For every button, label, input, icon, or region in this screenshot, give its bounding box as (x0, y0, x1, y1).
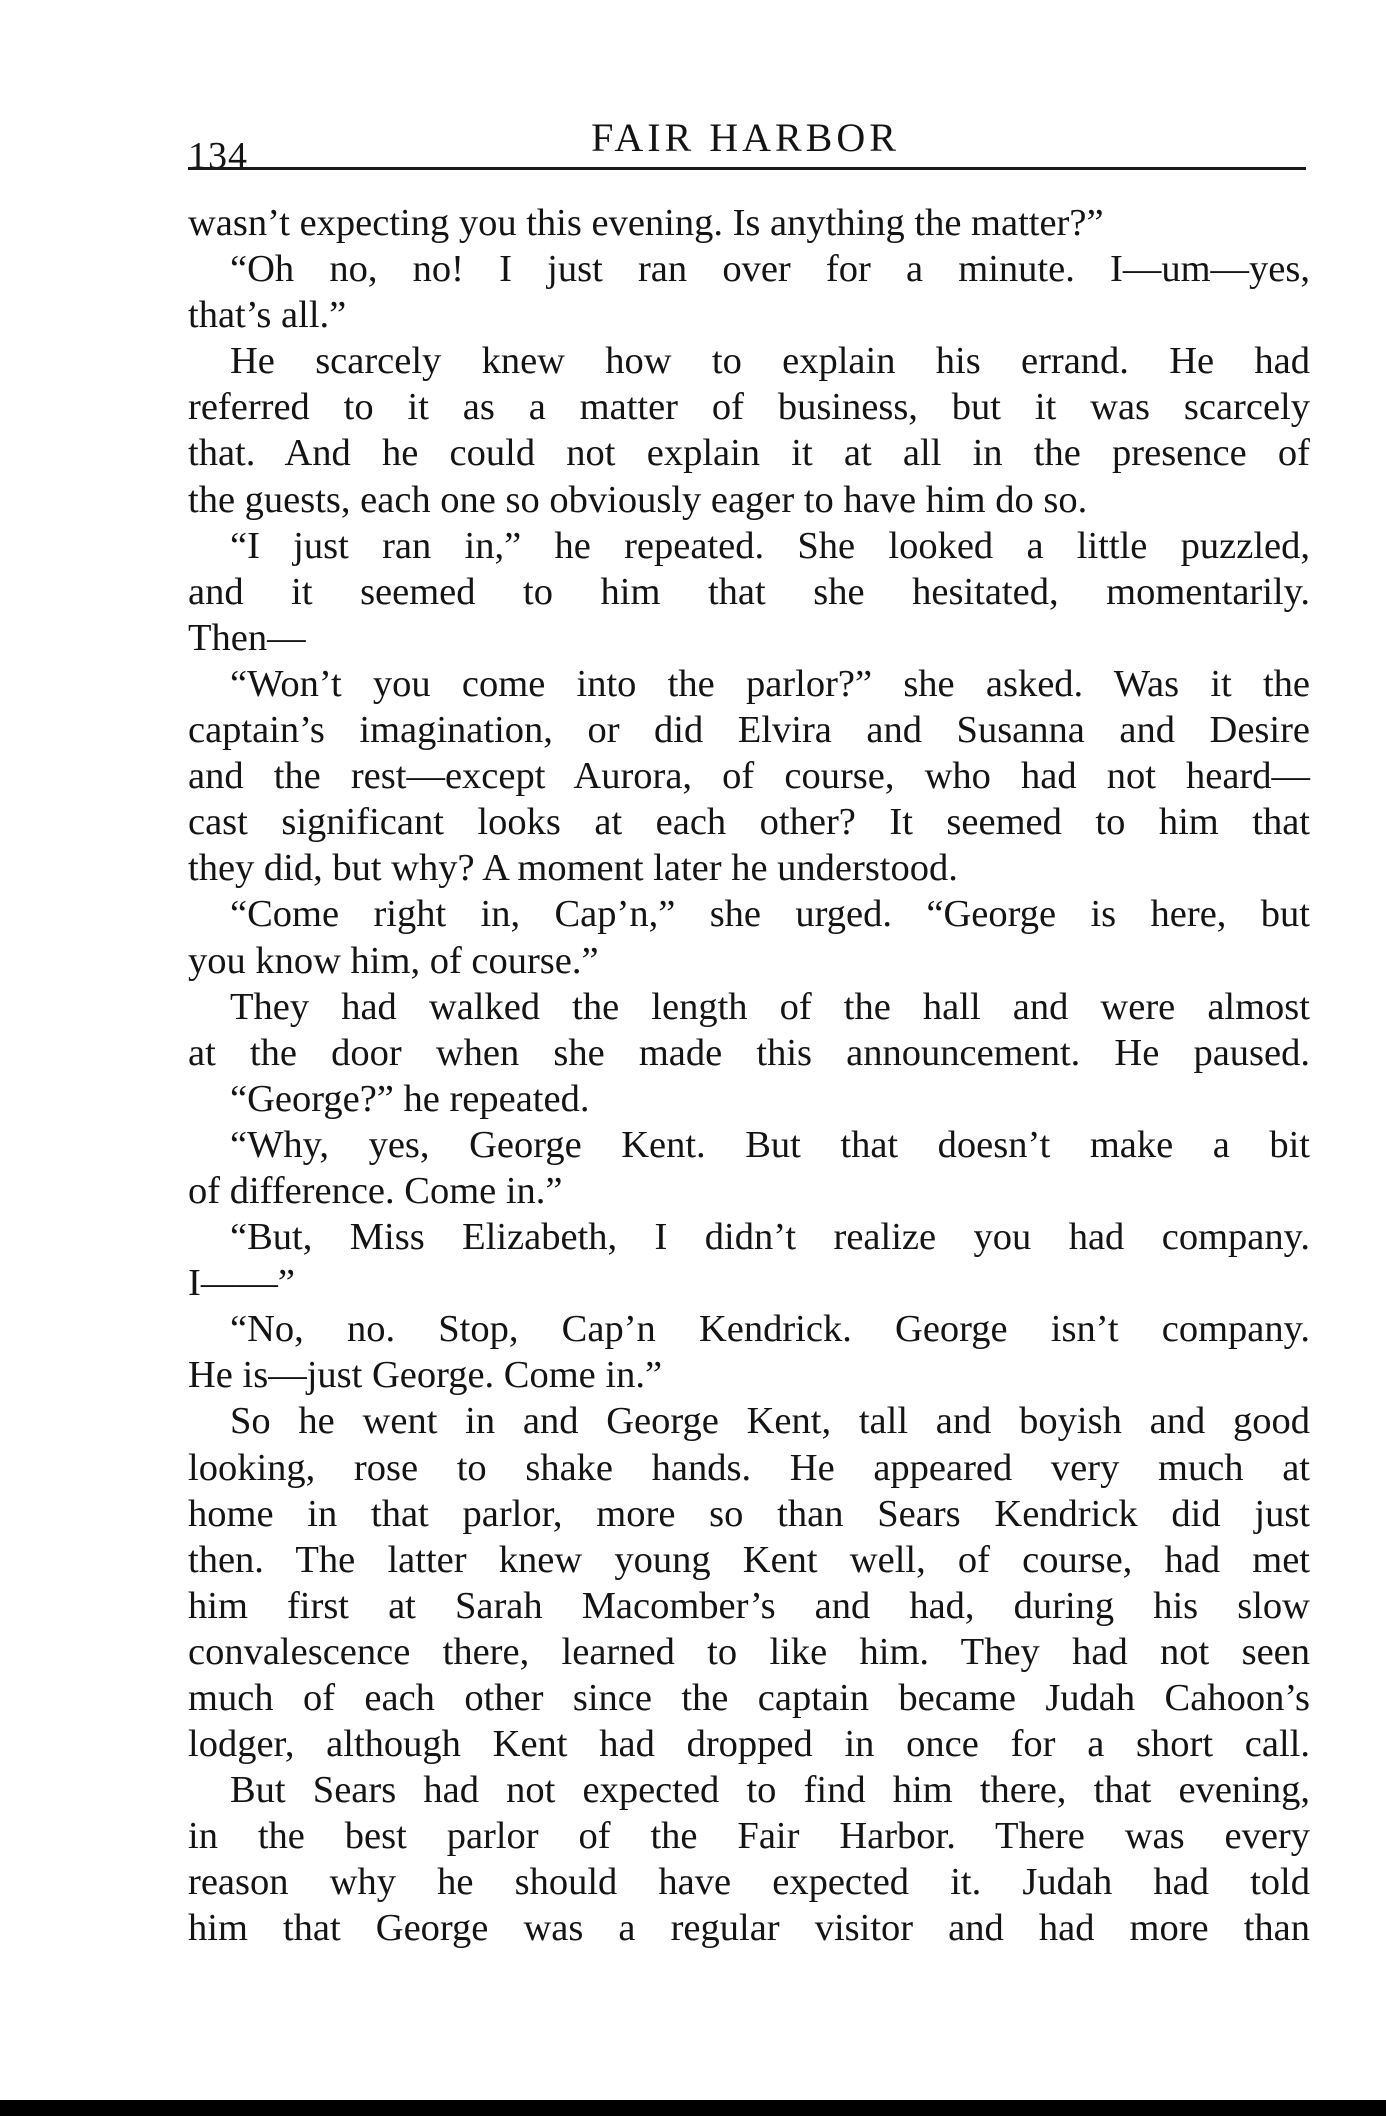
text-line: Then— (188, 616, 306, 659)
text-line: you know him, of course.” (188, 939, 599, 982)
text-line: “Come right in, Cap’n,” she urged. “George is here, but (230, 893, 1310, 936)
text-line: at the door when she made this announcement. He paused. (188, 1031, 1310, 1074)
running-title: FAIR HARBOR (591, 115, 900, 160)
text-line: “No, no. Stop, Cap’n Kendrick. George isn’t company. (230, 1308, 1310, 1351)
text-line: “George?” he repeated. (230, 1077, 590, 1120)
text-line: and the rest—except Aurora, of course, who had not heard— (188, 755, 1310, 798)
text-line: convalescence there, learned to like him. They had not seen (188, 1630, 1310, 1673)
text-line: cast significant looks at each other? It seemed to him that (188, 801, 1310, 844)
text-line: They had walked the length of the hall and were almost (230, 985, 1310, 1028)
text-line: they did, but why? A moment later he understood. (188, 847, 958, 890)
text-line: But Sears had not expected to find him there, that evening, (230, 1769, 1310, 1812)
running-head (188, 108, 1303, 177)
text-line: home in that parlor, more so than Sears Kendrick did just (188, 1492, 1310, 1535)
text-line: looking, rose to shake hands. He appeared very much at (188, 1446, 1310, 1489)
text-line: He scarcely knew how to explain his errand. He had (230, 340, 1310, 383)
scan-bottom-edge (0, 2100, 1386, 2116)
text-line: of difference. Come in.” (188, 1169, 563, 1212)
text-line: “Won’t you come into the parlor?” she asked. Was it the (230, 662, 1310, 705)
text-line: captain’s imagination, or did Elvira and Susanna and Desire (188, 709, 1310, 752)
text-line: that’s all.” (188, 294, 347, 337)
text-line: “But, Miss Elizabeth, I didn’t realize you had company. (230, 1216, 1310, 1259)
text-line: He is—just George. Come in.” (188, 1354, 663, 1397)
text-line: “I just ran in,” he repeated. She looked a little puzzled, (230, 524, 1310, 567)
text-line: then. The latter knew young Kent well, of course, had met (188, 1538, 1310, 1581)
text-line: referred to it as a matter of business, but it was scarcely (188, 386, 1310, 429)
text-line: reason why he should have expected it. Judah had told (188, 1861, 1310, 1904)
text-line: lodger, although Kent had dropped in once for a short call. (188, 1723, 1310, 1766)
text-line: much of each other since the captain became Judah Cahoon’s (188, 1677, 1310, 1719)
text-line: him that George was a regular visitor and had more than (188, 1907, 1310, 1950)
text-line: and it seemed to him that she hesitated, momentarily. (188, 570, 1310, 613)
text-line: So he went in and George Kent, tall and boyish and good (230, 1400, 1310, 1443)
text-line: wasn’t expecting you this evening. Is anything the matter?” (188, 202, 1104, 244)
body-text (188, 200, 1310, 1952)
text-line: “Why, yes, George Kent. But that doesn’t make a bit (230, 1123, 1310, 1166)
text-line: “Oh no, no! I just ran over for a minute. I—um—yes, (230, 248, 1310, 291)
header-rule (188, 167, 1306, 170)
text-line: I——” (188, 1262, 295, 1305)
page-number: 134 (188, 135, 248, 177)
text-line: the guests, each one so obviously eager to have him do so. (188, 478, 1088, 521)
text-line: him first at Sarah Macomber’s and had, during his slow (188, 1584, 1310, 1627)
text-line: in the best parlor of the Fair Harbor. There was every (188, 1815, 1310, 1858)
text-line: that. And he could not explain it at all in the presence of (188, 432, 1310, 475)
